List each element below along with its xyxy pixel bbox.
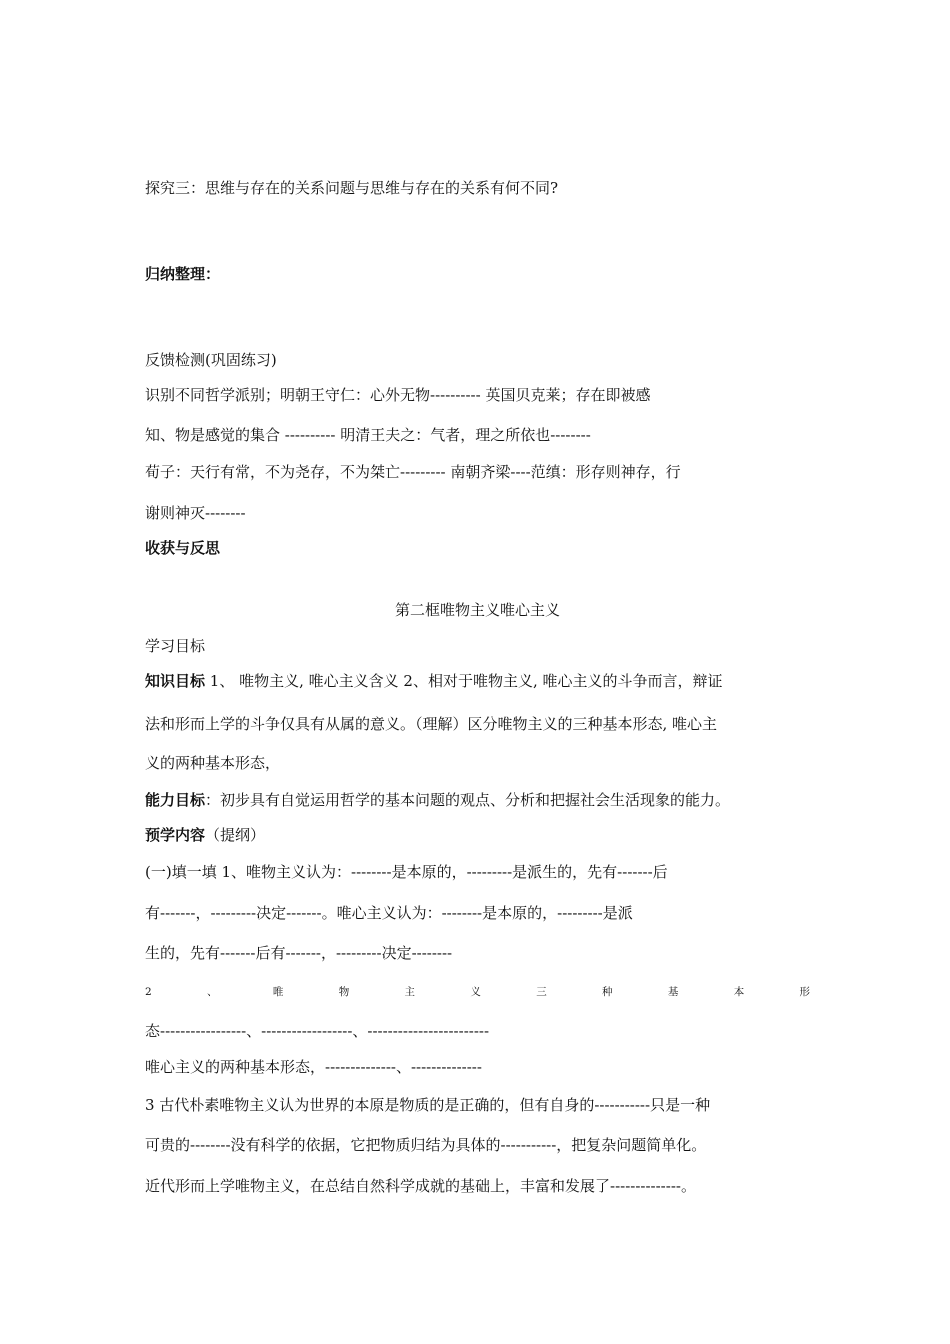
knowledge-goal-line-1	[145, 671, 810, 691]
feedback-line-4: 谢则神灭--------	[145, 504, 246, 522]
feedback-line-3: 荀子：天行有常，不为尧存，不为桀亡--------- 南朝齐梁----范缜：形存则神存，行	[145, 463, 681, 481]
fill-2-line-3: 唯心主义的两种基本形态，--------------、--------------	[145, 1058, 482, 1076]
fill-3-line-3: 近代形而上学唯物主义，在总结自然科学成就的基础上，丰富和发展了--------------。	[145, 1177, 696, 1195]
ability-goal	[145, 790, 810, 810]
fill-2-line-2: 态-----------------、------------------、------------------------	[145, 1022, 490, 1040]
knowledge-goal-line-3: 义的两种基本形态，	[145, 754, 281, 772]
fill-1-line-1: (一)填一填 1、唯物主义认为：--------是本原的，---------是派生的，先有-------后	[145, 863, 668, 881]
preview-heading	[145, 825, 810, 845]
knowledge-goal-text: 1、 唯物主义, 唯心主义含义 2、相对于唯物主义, 唯心主义的斗争而言，辩证	[205, 672, 723, 690]
preview-suffix: （提纲）	[205, 826, 266, 844]
reflection-heading: 收获与反思	[145, 539, 221, 557]
fill-2-line-1: 2 、 唯 物 主 义 三 种 基 本 形	[145, 986, 811, 998]
fill-3-line-2: 可贵的--------没有科学的依据，它把物质归结为具体的-----------，把复杂问题简单化。	[145, 1136, 707, 1154]
knowledge-goal-label: 知识目标	[145, 672, 206, 690]
fill-3-line-1: 3 古代朴素唯物主义认为世界的本原是物质的是正确的，但有自身的-----------只是一种	[145, 1096, 711, 1114]
ability-goal-label: 能力目标	[145, 791, 206, 809]
ability-goal-text: ：初步具有自觉运用哲学的基本问题的观点、分析和把握社会生活现象的能力。	[205, 791, 731, 809]
feedback-line-1: 识别不同哲学派别；明朝王守仁：心外无物---------- 英国贝克莱；存在即被感	[145, 386, 651, 404]
inquiry-3: 探究三：思维与存在的关系问题与思维与存在的关系有何不同?	[145, 179, 559, 197]
fill-1-line-2: 有-------，---------决定-------。唯心主义认为：--------是本原的，---------是派	[145, 904, 633, 922]
knowledge-goal-line-2: 法和形而上学的斗争仅具有从属的意义。（理解）区分唯物主义的三种基本形态, 唯心主	[145, 715, 718, 733]
fill-1-line-3: 生的，先有-------后有-------，---------决定--------	[145, 944, 453, 962]
feedback-line-2: 知、物是感觉的集合 ---------- 明清王夫之：气者，理之所依也--------	[145, 426, 591, 444]
goals-heading: 学习目标	[145, 637, 206, 655]
summary-heading: 归纳整理：	[145, 265, 221, 283]
lesson-title: 第二框唯物主义唯心主义	[394, 601, 560, 619]
feedback-heading: 反馈检测(巩固练习)	[145, 351, 277, 369]
preview-label: 预学内容	[145, 826, 206, 844]
